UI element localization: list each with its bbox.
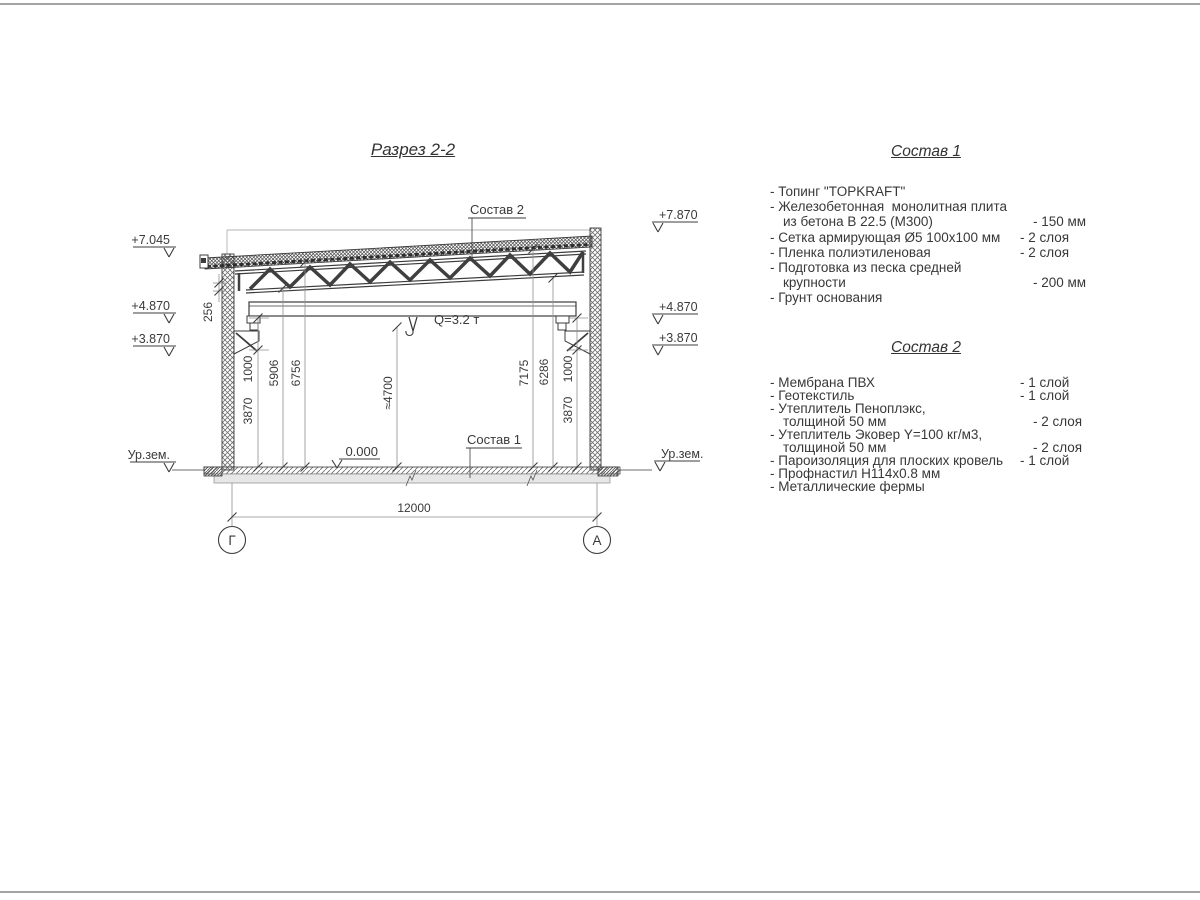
axis-bubble-right	[584, 527, 611, 554]
material-text: - Геотекстиль	[770, 388, 855, 403]
sostav2-list	[770, 376, 1088, 493]
crane-capacity-label: Q=3.2 т	[434, 312, 480, 327]
dim-6286: 6286	[537, 358, 551, 386]
ground-level-left-label: Ур.зем.	[127, 448, 170, 462]
material-text: - Подготовка из песка средней	[770, 260, 962, 276]
material-text: - Металлические фермы	[770, 479, 925, 494]
material-row	[770, 275, 1088, 290]
material-qty	[1020, 480, 1088, 493]
material-qty	[1020, 290, 1088, 305]
material-text: - Профнастил Н114х0.8 мм	[770, 466, 941, 481]
sostav1-list	[770, 184, 1088, 306]
material-qty: - 2 слоя	[1033, 440, 1083, 455]
material-qty: - 2 слоя	[1020, 244, 1070, 260]
material-qty: - 1 слой	[1020, 375, 1070, 390]
material-qty	[1020, 199, 1088, 214]
material-text: - Утеплитель Пеноплэкс,	[770, 401, 926, 416]
material-text: толщиной 50 мм	[783, 440, 887, 455]
elev-4870-right-label: +4.870	[659, 300, 698, 314]
crane-hook-icon	[406, 317, 417, 336]
corbel-left	[234, 331, 259, 354]
material-row	[770, 199, 1088, 214]
material-qty	[1020, 260, 1088, 275]
material-row	[770, 230, 1088, 245]
material-text: - Топинг "TOPKRAFT"	[770, 184, 906, 199]
elev-3870-left-label: +3.870	[131, 332, 170, 346]
elev-3870-right-label: +3.870	[659, 331, 698, 345]
material-qty: - 2 слоя	[1033, 414, 1083, 429]
sostav2-ref-label: Состав 2	[470, 202, 524, 217]
material-qty: - 200 мм	[1033, 275, 1087, 291]
axis-left-label: Г	[228, 533, 236, 548]
dim-3870-left: 3870	[241, 397, 255, 425]
material-qty	[1020, 467, 1088, 480]
elevation-marks-right	[652, 208, 703, 471]
material-row	[770, 214, 1088, 229]
zero-level-mark	[332, 444, 380, 468]
span-dimension	[228, 483, 602, 526]
axis-bubble-left	[219, 527, 246, 554]
ground-level-right-label: Ур.зем.	[661, 447, 704, 461]
zero-level-label: 0.000	[345, 444, 378, 459]
material-text: - Мембрана ПВХ	[770, 375, 875, 390]
material-qty: - 2 слоя	[1020, 229, 1070, 245]
material-text: - Железобетонная монолитная плита	[770, 199, 1008, 215]
span-dim-label: 12000	[397, 501, 431, 515]
corbel-right	[565, 331, 590, 354]
material-text: толщиной 50 мм	[783, 414, 887, 429]
material-text: - Грунт основания	[770, 290, 883, 306]
material-text: - Пароизоляция для плоских кровель	[770, 453, 1004, 468]
elev-7870-label: +7.870	[659, 208, 698, 222]
section-title: Разрез 2-2	[370, 140, 456, 159]
elevation-marks-left	[128, 233, 176, 472]
material-row	[770, 260, 1088, 275]
material-row	[770, 480, 1088, 493]
dim-1000-left: 1000	[241, 355, 255, 383]
elev-7045-label: +7.045	[131, 233, 170, 247]
sostav2-heading: Состав 2	[891, 339, 961, 356]
axis-right-label: А	[592, 533, 602, 548]
dim-4700: ≈4700	[381, 376, 395, 410]
material-row	[770, 184, 1088, 199]
dim-6756: 6756	[289, 359, 303, 387]
dim-5906: 5906	[267, 359, 281, 387]
material-qty: - 1 слой	[1020, 388, 1070, 403]
material-text: - Пленка полиэтиленовая	[770, 244, 931, 260]
elev-4870-left-label: +4.870	[131, 299, 170, 313]
material-text: крупности	[783, 275, 846, 291]
wall-right	[590, 228, 601, 470]
dim-7175: 7175	[517, 359, 531, 387]
dim-1000-right: 1000	[561, 355, 575, 383]
sostav1-heading: Состав 1	[891, 143, 961, 160]
material-row	[770, 290, 1088, 305]
material-text: - Сетка армирующая Ø5 100x100 мм	[770, 229, 1001, 245]
floor-slab	[172, 467, 652, 486]
material-qty	[1020, 184, 1088, 199]
dim-256: 256	[201, 301, 215, 323]
material-qty: - 150 мм	[1033, 214, 1087, 230]
wall-left	[222, 254, 234, 470]
material-row	[770, 245, 1088, 260]
sostav1-ref-label: Состав 1	[467, 432, 521, 447]
material-text: - Утеплитель Эковер Y=100 кг/м3,	[770, 427, 983, 442]
material-qty: - 1 слой	[1020, 453, 1070, 468]
dim-3870-right: 3870	[561, 396, 575, 424]
material-text: из бетона В 22.5 (М300)	[783, 214, 933, 230]
